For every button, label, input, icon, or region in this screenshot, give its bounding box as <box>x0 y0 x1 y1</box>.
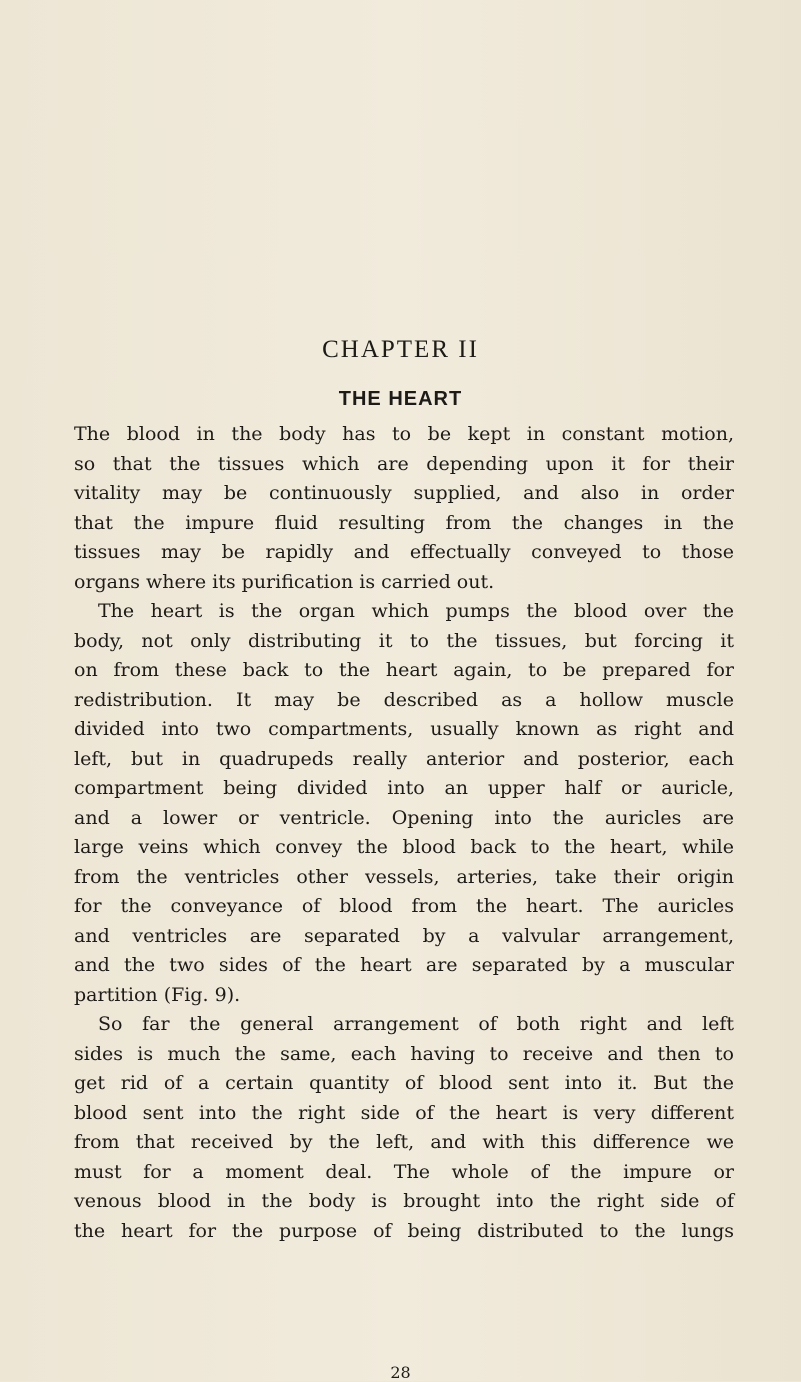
text-line: tissues may be rapidly and effectually conveyed to those <box>74 541 734 563</box>
text-line: organs where its purification is carried out. <box>74 570 495 593</box>
text-line: large veins which convey the blood back to the heart, while <box>74 836 734 858</box>
text-line: body, not only distributing it to the tissues, but forcing it <box>74 629 734 652</box>
text-line: venous blood in the body is brought into the right side of <box>74 1190 734 1212</box>
text-line: The heart is the organ which pumps the blood over the <box>98 600 734 622</box>
chapter-title: THE HEART <box>338 388 463 410</box>
text-line: compartment being divided into an upper half or auricle, <box>74 777 734 799</box>
chapter-heading: CHAPTER II <box>322 336 479 363</box>
text-line: that the impure fluid resulting from the changes in the <box>74 511 734 534</box>
text-line: divided into two compartments, usually known as right and <box>74 718 734 740</box>
text-line: So far the general arrangement of both right and left <box>98 1013 734 1035</box>
text-line: and the two sides of the heart are separated by a muscular <box>74 954 734 976</box>
text-line: the heart for the purpose of being distributed to the lungs <box>74 1219 734 1242</box>
text-line: The blood in the body has to be kept in constant motion, <box>74 423 734 445</box>
text-line: redistribution. It may be described as a hollow muscle <box>74 688 734 711</box>
text-line: for the conveyance of blood from the heart. The auricles <box>74 895 734 917</box>
text-line: so that the tissues which are depending upon it for their <box>74 452 734 475</box>
text-line: left, but in quadrupeds really anterior and posterior, each <box>74 747 734 770</box>
text-line: from the ventricles other vessels, arteries, take their origin <box>74 865 734 888</box>
text-line: sides is much the same, each having to receive and then to <box>74 1042 734 1065</box>
page-number: 28 <box>390 1363 411 1382</box>
text-line: must for a moment deal. The whole of the impure or <box>74 1160 734 1183</box>
text-line: get rid of a certain quantity of blood sent into it. But the <box>74 1072 734 1094</box>
text-line: on from these back to the heart again, to be prepared for <box>74 659 734 681</box>
text-line: and a lower or ventricle. Opening into the auricles are <box>74 806 734 829</box>
text-line: blood sent into the right side of the heart is very different <box>74 1101 734 1124</box>
text-line: vitality may be continuously supplied, and also in order <box>74 482 734 504</box>
text-line: and ventricles are separated by a valvular arrangement, <box>74 924 734 947</box>
text-line: partition (Fig. 9). <box>74 983 241 1006</box>
text-line: from that received by the left, and with this difference we <box>74 1131 734 1153</box>
body-text <box>74 420 734 1246</box>
